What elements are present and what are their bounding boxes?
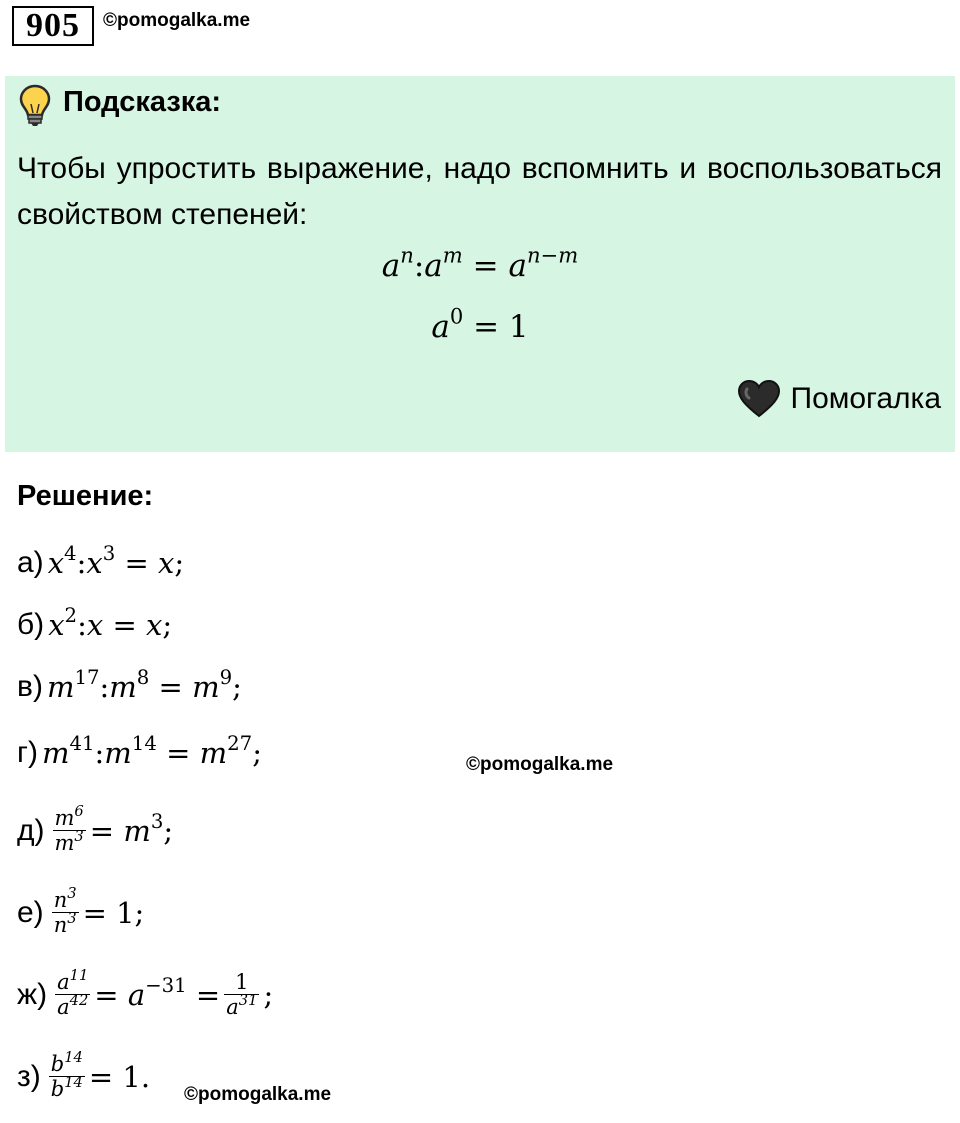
solution-zh: ж) $\frac{a^{11}}{a^{42}}$ = $a^{-31}$ = $\frac{1}{a^{31}}$ ; (17, 967, 274, 1019)
formula-power-division: $a^n:a^m = a^{n-m}$ (381, 242, 579, 284)
formula-zero-power: $a^0 = 1$ (431, 303, 529, 345)
hint-title: Подсказка: (63, 86, 222, 118)
label-a: а) (17, 546, 44, 579)
fraction-d: $\frac{m^6}{m^3}$ (54, 803, 84, 855)
label-g: г) (17, 736, 38, 769)
watermark-bottom: ©pomogalka.me (184, 1084, 332, 1105)
label-z: з) (17, 1059, 41, 1093)
expr-g: $m^{41}:m^{14} = m^{27}$; (41, 732, 262, 770)
fraction-zh: $\frac{a^{11}}{a^{42}}$ (57, 967, 89, 1019)
fraction-z: $\frac{b^{14}}{b^{14}}$ (50, 1049, 83, 1101)
fraction-zh-result: $\frac{1}{a^{31}}$ (226, 970, 258, 1019)
expr-zh: = $a^{-31}$ = (94, 973, 221, 1012)
expr-a: $x^4:x^3 = x$; (47, 542, 185, 580)
label-b: б) (17, 608, 45, 641)
label-v: в) (17, 670, 43, 703)
hint-box (5, 76, 955, 452)
expr-z: = 1. (88, 1059, 151, 1094)
solution-a (17, 542, 185, 580)
solution-b (17, 604, 173, 642)
solution-d (17, 803, 174, 855)
brand-name: Помогалка (790, 382, 941, 415)
label-zh: ж) (17, 977, 48, 1011)
solution-title: Решение: (17, 480, 154, 512)
solution-g (17, 732, 262, 770)
solution-v (17, 666, 242, 704)
expr-e: = 1; (82, 895, 145, 930)
label-e: е) (17, 895, 44, 929)
label-d: д) (17, 813, 45, 847)
fraction-e: $\frac{n^3}{n^3}$ (53, 885, 77, 937)
problem-number: 905 (12, 6, 94, 46)
heart-icon (737, 379, 781, 419)
hint-text: Чтобы упростить выражение, надо вспомнить и воспользоваться свойством степеней: (17, 152, 942, 231)
expr-d: = $m^3$; (89, 809, 174, 848)
brand-block (737, 379, 942, 419)
watermark-top: ©pomogalka.me (103, 10, 251, 31)
lightbulb-icon (19, 84, 51, 128)
watermark-mid: ©pomogalka.me (466, 754, 614, 775)
solution-e (17, 885, 145, 937)
solution-z (17, 1049, 151, 1101)
expr-v: $m^{17}:m^8 = m^9$; (46, 666, 242, 704)
expr-b: $x^2:x = x$; (48, 604, 173, 642)
